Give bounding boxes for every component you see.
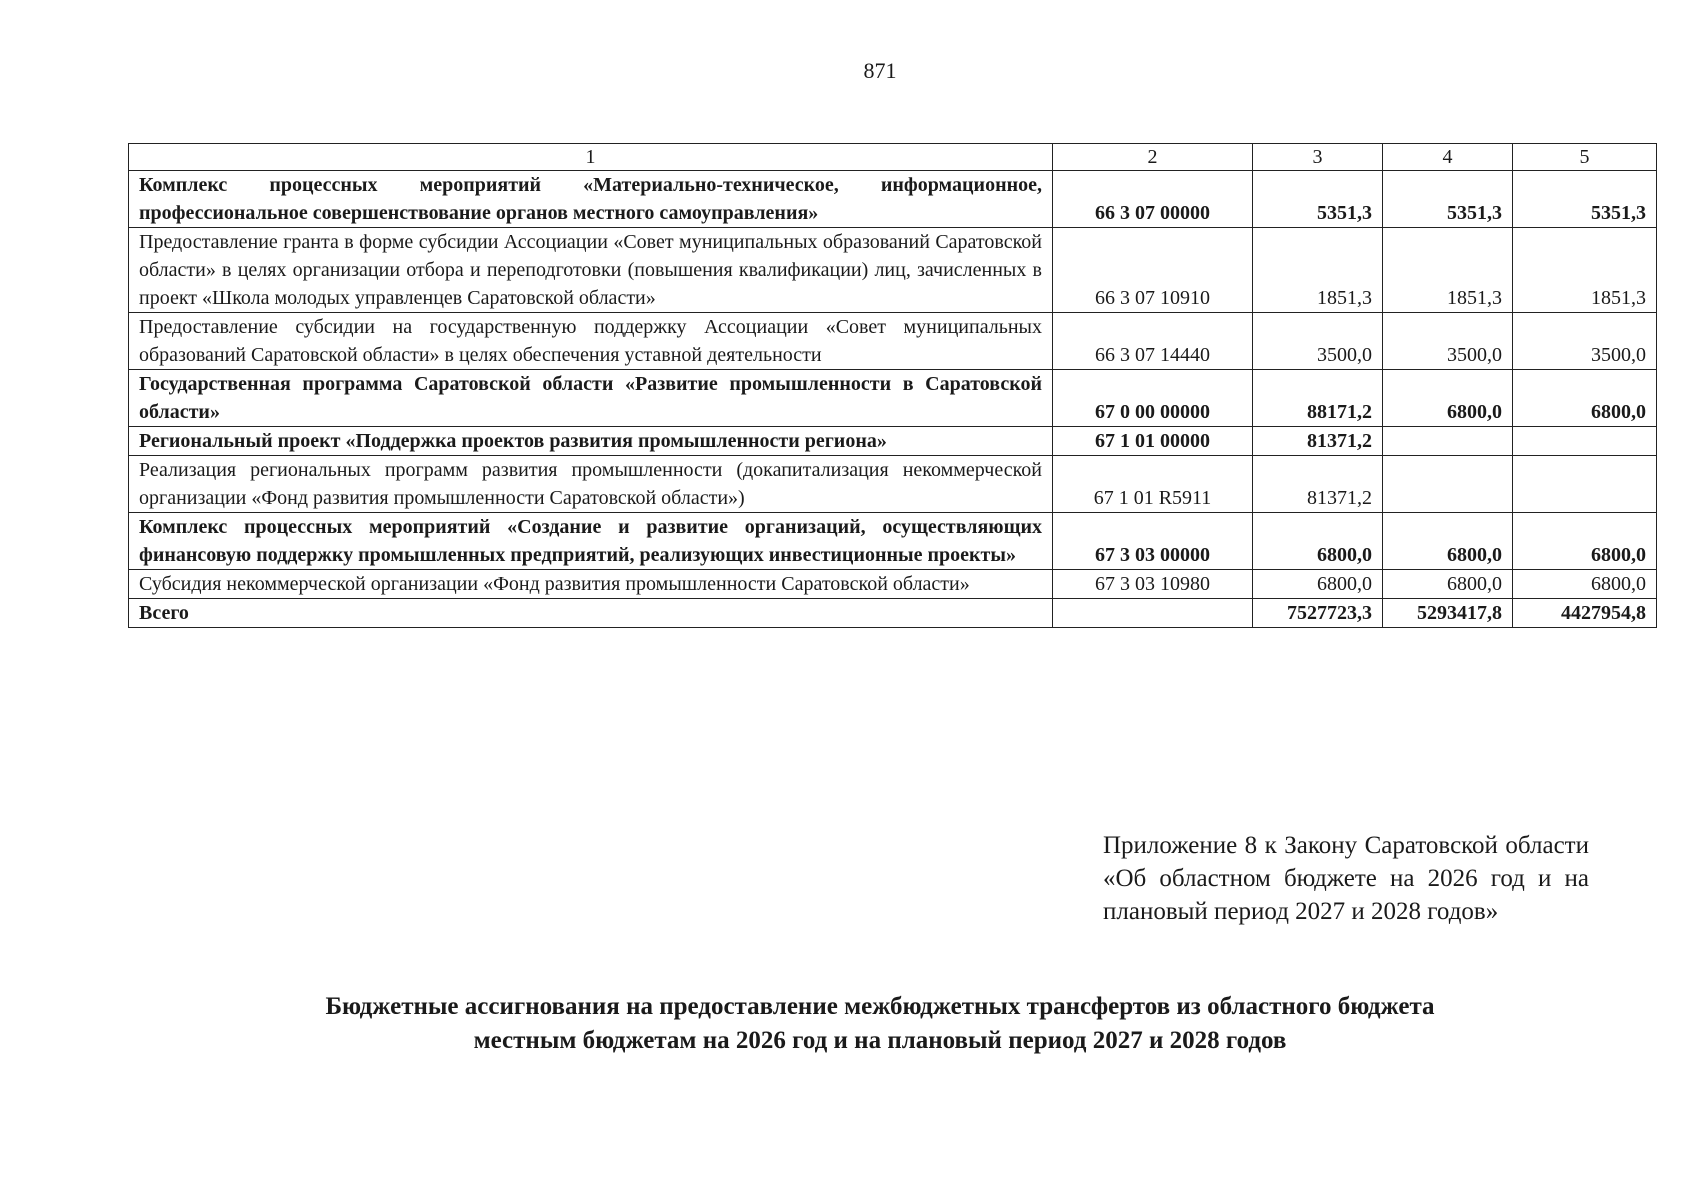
table-row	[129, 313, 1657, 370]
value-2027	[1383, 427, 1513, 456]
column-header: 3	[1253, 144, 1383, 171]
value-2026: 1851,3	[1253, 228, 1383, 313]
row-name: Субсидия некоммерческой организации «Фонд развития промышленности Саратовской области»	[129, 570, 1053, 599]
value-2028: 5351,3	[1513, 171, 1657, 228]
value-2028	[1513, 456, 1657, 513]
column-header: 1	[129, 144, 1053, 171]
table-header-row	[129, 144, 1657, 171]
value-2026: 5351,3	[1253, 171, 1383, 228]
row-code: 67 1 01 00000	[1053, 427, 1253, 456]
value-2027: 1851,3	[1383, 228, 1513, 313]
row-code: 66 3 07 10910	[1053, 228, 1253, 313]
document-title	[200, 990, 1560, 1058]
table-row	[129, 456, 1657, 513]
page-number: 871	[863, 58, 897, 83]
column-header: 2	[1053, 144, 1253, 171]
value-2028: 4427954,8	[1513, 599, 1657, 628]
value-2026: 81371,2	[1253, 456, 1383, 513]
table-row	[129, 370, 1657, 427]
row-name: Комплекс процессных мероприятий «Создание и развитие организаций, осуществляющих финансовую поддержку промышленных предприятий, реализующих инвестиционные проекты»	[129, 513, 1053, 570]
row-name: Региональный проект «Поддержка проектов развития промышленности региона»	[129, 427, 1053, 456]
value-2028: 6800,0	[1513, 570, 1657, 599]
value-2028	[1513, 427, 1657, 456]
table-row	[129, 427, 1657, 456]
value-2027	[1383, 456, 1513, 513]
value-2027: 5293417,8	[1383, 599, 1513, 628]
value-2026: 7527723,3	[1253, 599, 1383, 628]
row-name: Всего	[129, 599, 1053, 628]
row-code: 67 0 00 00000	[1053, 370, 1253, 427]
row-code	[1053, 599, 1253, 628]
row-code: 67 3 03 00000	[1053, 513, 1253, 570]
table-row	[129, 599, 1657, 628]
row-name: Предоставление гранта в форме субсидии Ассоциации «Совет муниципальных образований Саратовской области» в целях организации отбора и переподготовки (повышения квалификации) лиц, зачисленных в проект «Школа молодых управленцев Саратовской области»	[129, 228, 1053, 313]
value-2026: 6800,0	[1253, 570, 1383, 599]
table-row	[129, 171, 1657, 228]
column-header: 4	[1383, 144, 1513, 171]
row-code: 67 3 03 10980	[1053, 570, 1253, 599]
document-title-line-1: Бюджетные ассигнования на предоставление межбюджетных трансфертов из областного бюджета	[325, 993, 1435, 1020]
value-2027: 3500,0	[1383, 313, 1513, 370]
table-body	[129, 171, 1657, 628]
row-name: Комплекс процессных мероприятий «Материально-техническое, информационное, профессиональное совершенствование органов местного самоуправления»	[129, 171, 1053, 228]
row-code: 67 1 01 R5911	[1053, 456, 1253, 513]
value-2026: 88171,2	[1253, 370, 1383, 427]
value-2027: 6800,0	[1383, 370, 1513, 427]
value-2027: 6800,0	[1383, 570, 1513, 599]
value-2028: 3500,0	[1513, 313, 1657, 370]
row-code: 66 3 07 00000	[1053, 171, 1253, 228]
row-name: Реализация региональных программ развития промышленности (докапитализация некоммерческой организации «Фонд развития промышленности Саратовской области»)	[129, 456, 1053, 513]
value-2028: 1851,3	[1513, 228, 1657, 313]
table-row	[129, 513, 1657, 570]
appendix-note: Приложение 8 к Закону Саратовской области «Об областном бюджете на 2026 год и на плановый период 2027 и 2028 годов»	[1103, 832, 1589, 925]
table-row	[129, 228, 1657, 313]
value-2027: 5351,3	[1383, 171, 1513, 228]
document-title-line-2: местным бюджетам на 2026 год и на плановый период 2027 и 2028 годов	[473, 1027, 1287, 1054]
row-name: Предоставление субсидии на государственную поддержку Ассоциации «Совет муниципальных образований Саратовской области» в целях обеспечения уставной деятельности	[129, 313, 1053, 370]
row-code: 66 3 07 14440	[1053, 313, 1253, 370]
value-2026: 81371,2	[1253, 427, 1383, 456]
column-header: 5	[1513, 144, 1657, 171]
row-name: Государственная программа Саратовской области «Развитие промышленности в Саратовской области»	[129, 370, 1053, 427]
value-2026: 6800,0	[1253, 513, 1383, 570]
value-2028: 6800,0	[1513, 370, 1657, 427]
budget-table	[128, 143, 1657, 628]
value-2028: 6800,0	[1513, 513, 1657, 570]
value-2027: 6800,0	[1383, 513, 1513, 570]
table-row	[129, 570, 1657, 599]
value-2026: 3500,0	[1253, 313, 1383, 370]
